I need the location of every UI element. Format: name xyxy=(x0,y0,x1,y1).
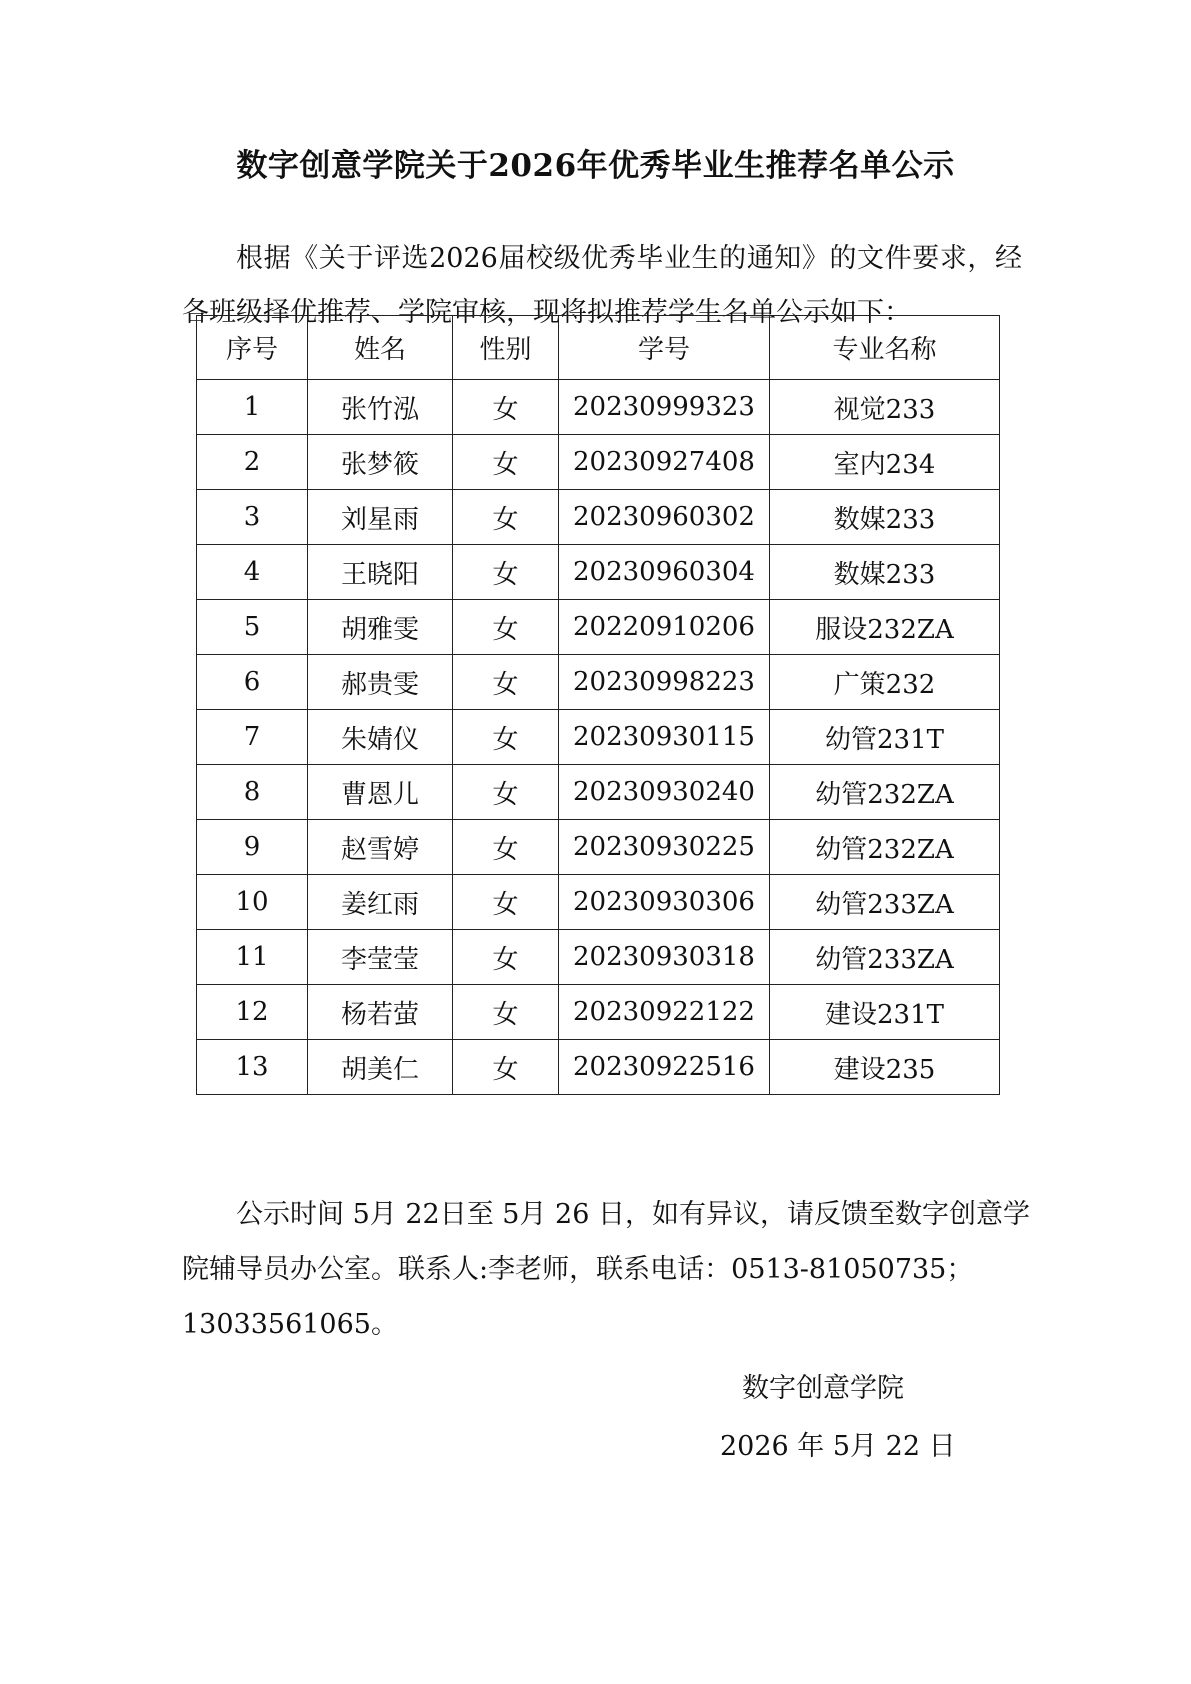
header-gender: 性别 xyxy=(453,316,559,380)
cell-index: 7 xyxy=(197,710,308,765)
cell-index: 4 xyxy=(197,545,308,600)
table-row xyxy=(197,545,1000,600)
cell-student-id: 20230927408 xyxy=(559,435,770,490)
cell-name: 赵雪婷 xyxy=(308,820,453,875)
cell-gender: 女 xyxy=(453,930,559,985)
cell-gender: 女 xyxy=(453,875,559,930)
cell-name: 曹恩儿 xyxy=(308,765,453,820)
cell-gender: 女 xyxy=(453,1040,559,1095)
cell-major: 建设231T xyxy=(770,985,1000,1040)
table-row xyxy=(197,875,1000,930)
cell-index: 8 xyxy=(197,765,308,820)
table-header-row xyxy=(197,316,1000,380)
cell-gender: 女 xyxy=(453,985,559,1040)
cell-index: 11 xyxy=(197,930,308,985)
cell-student-id: 20230930240 xyxy=(559,765,770,820)
cell-index: 1 xyxy=(197,380,308,435)
cell-name: 姜红雨 xyxy=(308,875,453,930)
table-row xyxy=(197,985,1000,1040)
cell-student-id: 20230930318 xyxy=(559,930,770,985)
cell-gender: 女 xyxy=(453,765,559,820)
cell-major: 幼管233ZA xyxy=(770,875,1000,930)
cell-student-id: 20230922122 xyxy=(559,985,770,1040)
table-row xyxy=(197,380,1000,435)
cell-gender: 女 xyxy=(453,600,559,655)
page-title: 数字创意学院关于2026年优秀毕业生推荐名单公示 xyxy=(236,148,955,184)
cell-student-id: 20230922516 xyxy=(559,1040,770,1095)
table-row xyxy=(197,435,1000,490)
cell-name: 杨若萤 xyxy=(308,985,453,1040)
cell-gender: 女 xyxy=(453,380,559,435)
cell-index: 12 xyxy=(197,985,308,1040)
cell-gender: 女 xyxy=(453,820,559,875)
cell-major: 视觉233 xyxy=(770,380,1000,435)
cell-student-id: 20230930225 xyxy=(559,820,770,875)
cell-student-id: 20230998223 xyxy=(559,655,770,710)
cell-major: 幼管231T xyxy=(770,710,1000,765)
signature-date: 2026 年 5月 22 日 xyxy=(720,1431,956,1462)
cell-index: 9 xyxy=(197,820,308,875)
cell-major: 建设235 xyxy=(770,1040,1000,1095)
table-row xyxy=(197,655,1000,710)
cell-name: 王晓阳 xyxy=(308,545,453,600)
cell-major: 室内234 xyxy=(770,435,1000,490)
cell-name: 郝贵雯 xyxy=(308,655,453,710)
cell-index: 2 xyxy=(197,435,308,490)
cell-index: 13 xyxy=(197,1040,308,1095)
cell-name: 刘星雨 xyxy=(308,490,453,545)
cell-major: 数媒233 xyxy=(770,490,1000,545)
cell-gender: 女 xyxy=(453,490,559,545)
recommendation-table xyxy=(196,315,1000,1095)
table-row xyxy=(197,765,1000,820)
cell-major: 广策232 xyxy=(770,655,1000,710)
cell-name: 李莹莹 xyxy=(308,930,453,985)
header-index: 序号 xyxy=(197,316,308,380)
cell-major: 幼管233ZA xyxy=(770,930,1000,985)
header-student-id: 学号 xyxy=(559,316,770,380)
cell-major: 幼管232ZA xyxy=(770,765,1000,820)
table-row xyxy=(197,600,1000,655)
cell-name: 胡雅雯 xyxy=(308,600,453,655)
cell-major: 幼管232ZA xyxy=(770,820,1000,875)
table-row xyxy=(197,930,1000,985)
cell-major: 服设232ZA xyxy=(770,600,1000,655)
cell-index: 3 xyxy=(197,490,308,545)
intro-paragraph: 根据《关于评选2026届校级优秀毕业生的通知》的文件要求，经各班级择优推荐、学院审核，现将拟推荐学生名单公示如下： xyxy=(182,243,1022,328)
table-row xyxy=(197,490,1000,545)
cell-index: 5 xyxy=(197,600,308,655)
header-name: 姓名 xyxy=(308,316,453,380)
cell-name: 胡美仁 xyxy=(308,1040,453,1095)
cell-gender: 女 xyxy=(453,435,559,490)
cell-index: 10 xyxy=(197,875,308,930)
signature-block xyxy=(720,1360,1040,1476)
table-row xyxy=(197,820,1000,875)
cell-student-id: 20230930115 xyxy=(559,710,770,765)
table-row xyxy=(197,1040,1000,1095)
cell-student-id: 20230999323 xyxy=(559,380,770,435)
cell-gender: 女 xyxy=(453,710,559,765)
cell-student-id: 20230960304 xyxy=(559,545,770,600)
signature-org: 数字创意学院 xyxy=(742,1373,904,1404)
cell-name: 张梦筱 xyxy=(308,435,453,490)
cell-student-id: 20230930306 xyxy=(559,875,770,930)
cell-name: 朱婧仪 xyxy=(308,710,453,765)
table-body xyxy=(197,380,1000,1095)
header-major: 专业名称 xyxy=(770,316,1000,380)
cell-name: 张竹泓 xyxy=(308,380,453,435)
table-row xyxy=(197,710,1000,765)
cell-major: 数媒233 xyxy=(770,545,1000,600)
cell-gender: 女 xyxy=(453,545,559,600)
cell-student-id: 20220910206 xyxy=(559,600,770,655)
notice-paragraph: 公示时间 5月 22日至 5月 26 日，如有异议，请反馈至数字创意学院辅导员办公室。联系人:李老师，联系电话：0513-81050735；13033561065。 xyxy=(182,1199,1030,1340)
cell-student-id: 20230960302 xyxy=(559,490,770,545)
cell-gender: 女 xyxy=(453,655,559,710)
cell-index: 6 xyxy=(197,655,308,710)
